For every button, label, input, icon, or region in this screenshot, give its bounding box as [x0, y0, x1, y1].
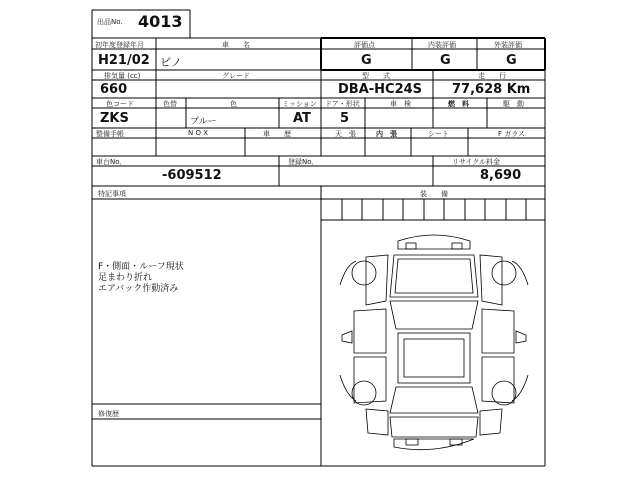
interior-trim-label: 内 張 — [376, 130, 397, 138]
lot-number-label: 出品No. — [97, 18, 123, 26]
chassis-number-label: 車台No． — [96, 158, 127, 166]
door-shape-label: ドア・形状 — [325, 100, 360, 108]
special-note-2: 足まわり折れ — [98, 273, 153, 283]
color-code-label: 色コード — [106, 100, 134, 108]
lot-number: 4013 — [138, 12, 183, 31]
first-registration-label: 初年度登録年月 — [95, 41, 144, 49]
registration-number-label: 登録No． — [288, 158, 319, 166]
interior-score-value: G — [440, 53, 451, 68]
headliner-label: 天 張 — [335, 130, 356, 138]
car-name-value: ピノ — [160, 56, 182, 69]
recycle-fee-value: 8,690 — [480, 168, 522, 183]
chassis-number-value: -609512 — [162, 168, 222, 183]
grade-label: グレード — [222, 72, 250, 80]
fuel-label: 燃 料 — [448, 100, 469, 108]
vehicle-history-label: 車 歴 — [263, 130, 291, 138]
inspection-label: 車 検 — [390, 100, 411, 108]
interior-score-label: 内装評価 — [428, 41, 456, 49]
score-label: 評価点 — [354, 41, 375, 49]
mileage-value: 77,628 Km — [452, 82, 531, 97]
special-note-1: F・側面・ルーフ現状 — [98, 262, 184, 272]
car-name-label: 車 名 — [222, 41, 250, 49]
special-note-3: エアバック作動済み — [98, 284, 179, 294]
mileage-label: 走 行 — [478, 72, 506, 80]
transmission-value: AT — [293, 111, 311, 126]
front-glass-label: F ガラス — [498, 130, 526, 138]
maintenance-book-label: 整備手帳 — [96, 130, 124, 138]
exterior-score-label: 外装評価 — [494, 41, 522, 49]
equipment-label: 装 備 — [420, 190, 448, 198]
door-shape-value: 5 — [340, 111, 350, 126]
special-notes-label: 特記事項 — [98, 190, 126, 198]
transmission-label: ミッション — [282, 100, 317, 108]
repair-history-label: 修復歴 — [98, 410, 119, 418]
seat-label: シート — [428, 130, 449, 138]
color-change-label: 色替 — [163, 100, 177, 108]
nox-label: N O X — [188, 129, 208, 137]
displacement-value: 660 — [100, 82, 128, 97]
drive-label: 駆 動 — [503, 100, 524, 108]
color-label: 色 — [230, 100, 237, 108]
first-registration-value: H21/02 — [98, 53, 150, 68]
car-damage-diagram — [336, 225, 532, 457]
model-code-label: 型 式 — [362, 72, 390, 80]
color-value: ブルー — [190, 117, 217, 127]
model-code-value: DBA-HC24S — [338, 82, 423, 97]
exterior-score-value: G — [506, 53, 517, 68]
recycle-fee-label: リサイクル料金 — [452, 158, 501, 166]
score-value: G — [361, 53, 372, 68]
color-code-value: ZKS — [100, 111, 129, 126]
displacement-label: 排気量 (cc) — [104, 72, 141, 80]
